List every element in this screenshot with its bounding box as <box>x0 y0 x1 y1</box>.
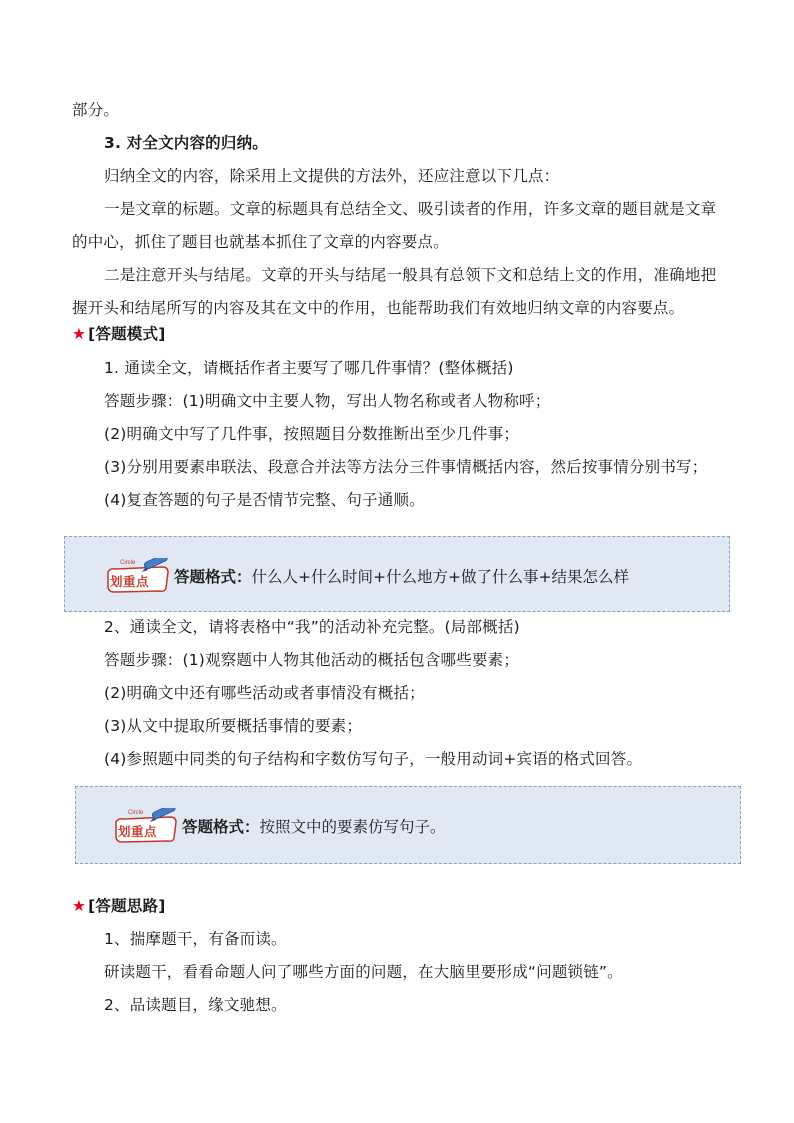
section-heading-mode <box>72 324 165 344</box>
step-line: (2)明确文中写了几件事，按照题目分数推断出至少几件事； <box>104 425 520 443</box>
badge-mini-text: Circle <box>120 560 136 566</box>
section-title: [答题思路] <box>88 897 166 915</box>
question-1: 1. 通读全文，请概括作者主要写了哪几件事情？(整体概括) <box>104 359 514 377</box>
badge-text: 划重点 <box>118 824 158 839</box>
section-title: [答题模式] <box>88 325 166 343</box>
note-label: 答题格式： <box>182 818 260 836</box>
step-line: 答题步骤：(1)明确文中主要人物，写出人物名称或者人物称呼； <box>104 392 551 410</box>
step-line: (3)从文中提取所要概括事情的要素； <box>104 717 363 735</box>
note-text: 按照文中的要素仿写句子。 <box>259 818 446 836</box>
highlight-badge <box>112 808 180 844</box>
text-line: 归纳全文的内容，除采用上文提供的方法外，还应注意以下几点： <box>104 167 560 185</box>
text-line: 1、揣摩题干，有备而读。 <box>104 930 287 948</box>
text-line: 握开头和结尾所写的内容及其在文中的作用，也能帮助我们有效地归纳文章的内容要点。 <box>72 299 685 317</box>
note-content-2 <box>112 808 446 844</box>
text-line: 的中心，抓住了题目也就基本抓住了文章的内容要点。 <box>72 233 449 251</box>
step-line: (2)明确文中还有哪些活动或者事情没有概括； <box>104 684 425 702</box>
text-line: 部分。 <box>72 101 120 119</box>
step-line: (4)复查答题的句子是否情节完整、句子通顺。 <box>104 491 425 509</box>
note-content-1 <box>104 558 629 594</box>
question-2: 2、通读全文，请将表格中“我”的活动补充完整。(局部概括) <box>104 618 520 636</box>
section-heading-approach <box>72 896 165 916</box>
text-line: 2、品读题目，缘文驰想。 <box>104 996 287 1014</box>
note-label: 答题格式： <box>174 568 252 586</box>
badge-mini-text: Circle <box>128 810 144 816</box>
subheading: 3. 对全文内容的归纳。 <box>104 134 268 152</box>
highlight-badge <box>104 558 172 594</box>
step-line: (4)参照题中同类的句子结构和字数仿写句子，一般用动词+宾语的格式回答。 <box>104 750 643 768</box>
badge-text: 划重点 <box>110 574 150 589</box>
note-text: 什么人+什么时间+什么地方+做了什么事+结果怎么样 <box>251 568 629 586</box>
text-line: 研读题干，看看命题人问了哪些方面的问题，在大脑里要形成“问题锁链”。 <box>104 963 623 981</box>
step-line: (3)分别用要素串联法、段意合并法等方法分三件事情概括内容，然后按事情分别书写； <box>104 458 708 476</box>
star-icon: ★ <box>72 325 87 343</box>
text-line: 二是注意开头与结尾。文章的开头与结尾一般具有总领下文和总结上文的作用，准确地把 <box>104 266 717 284</box>
text-line: 一是文章的标题。文章的标题具有总结全文、吸引读者的作用，许多文章的题目就是文章 <box>104 200 717 218</box>
star-icon: ★ <box>72 897 87 915</box>
step-line: 答题步骤：(1)观察题中人物其他活动的概括包含哪些要素； <box>104 651 520 669</box>
